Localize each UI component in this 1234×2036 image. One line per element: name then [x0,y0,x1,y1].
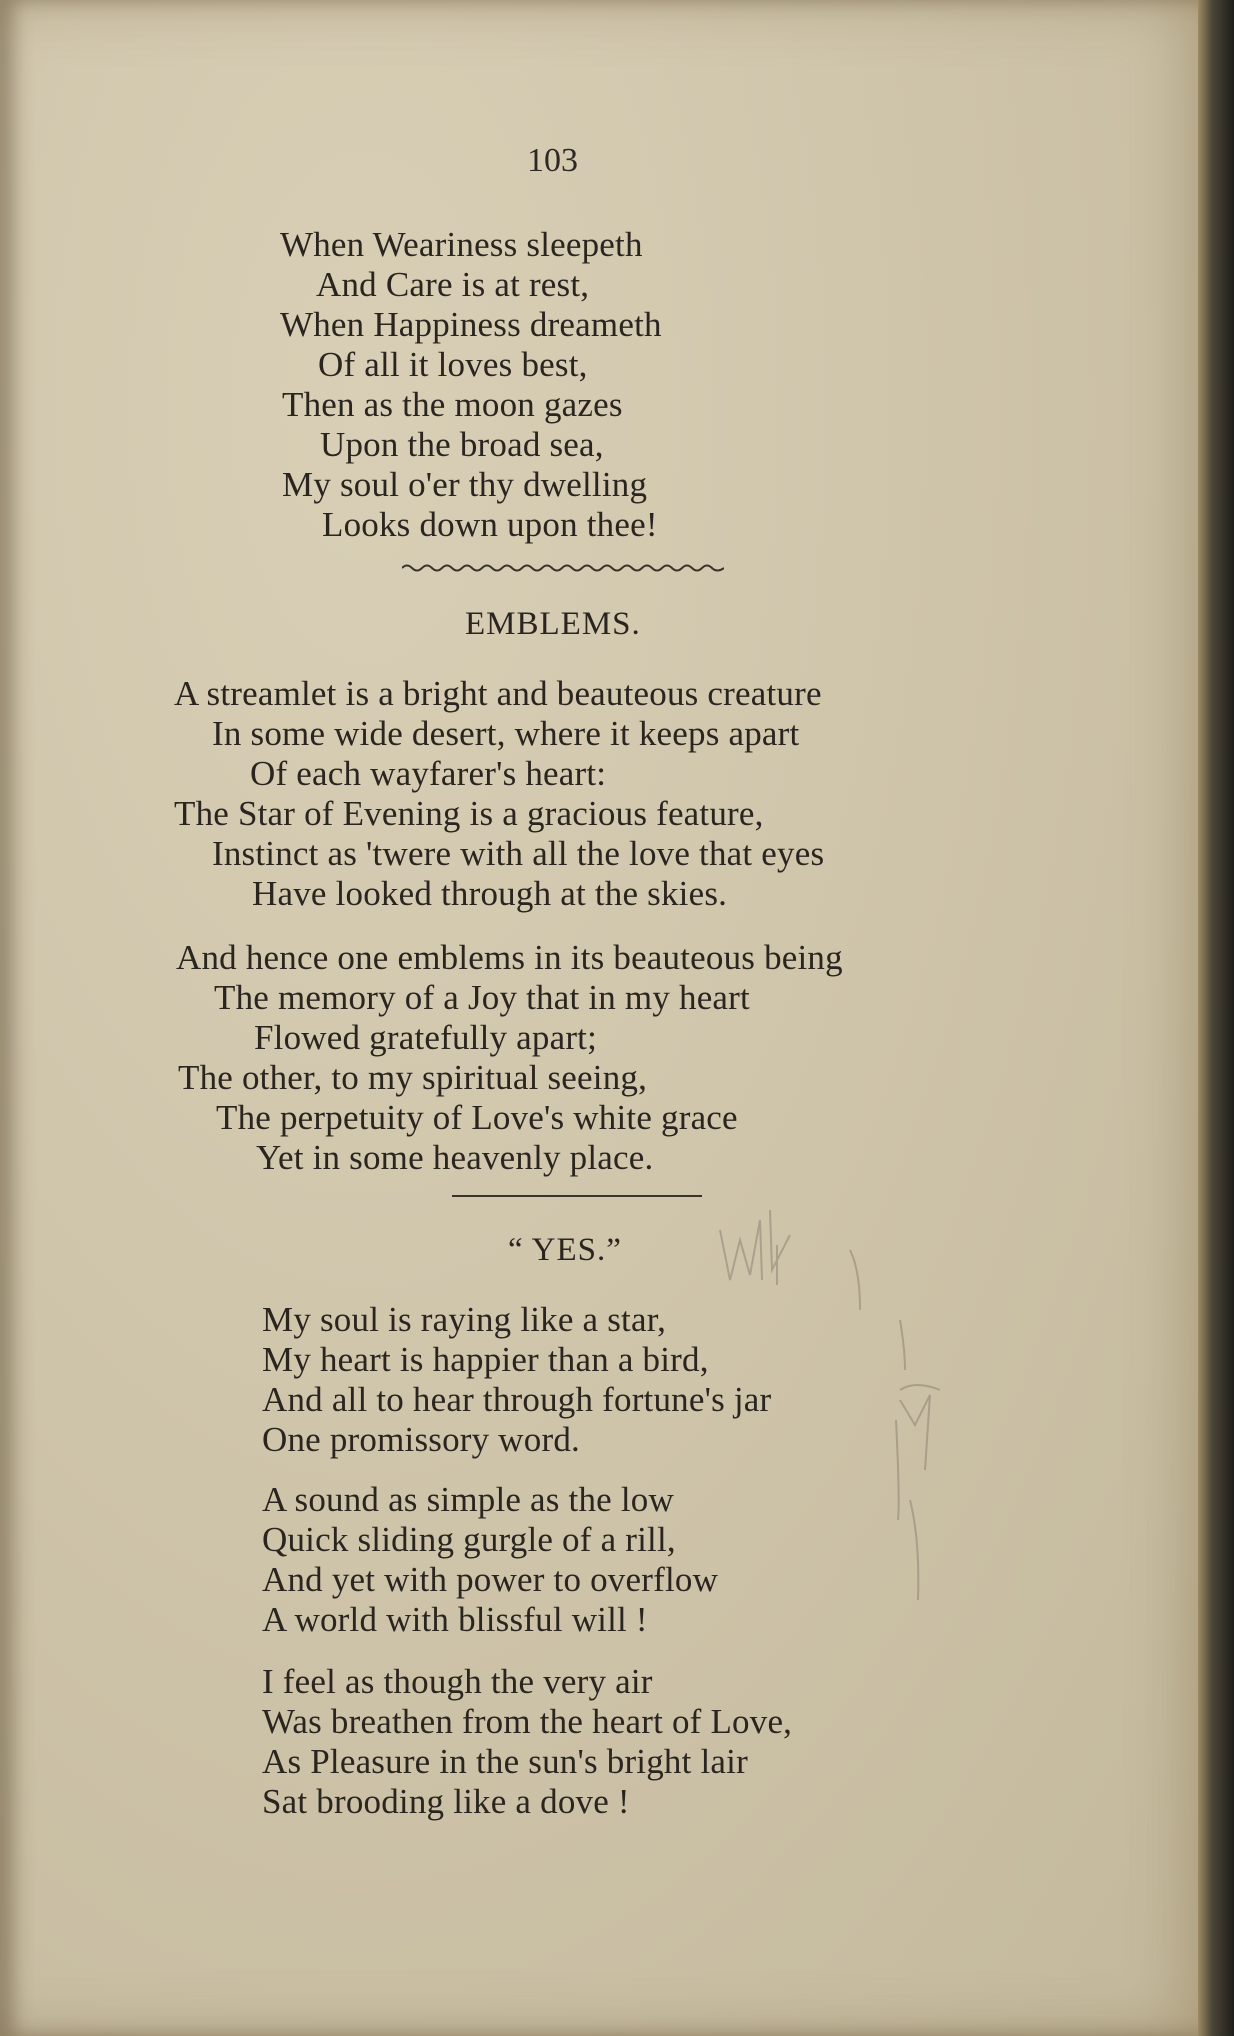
poem-line: Have looked through at the skies. [252,874,728,913]
page-number: 103 [527,142,578,179]
poem-line: The other, to my spiritual seeing, [178,1058,648,1097]
poem-line: And Care is at rest, [316,265,590,304]
poem-line: The memory of a Joy that in my heart [214,978,750,1017]
poem-line: Upon the broad sea, [320,425,604,464]
poem-line: The Star of Evening is a gracious feature, [174,794,764,833]
poem-line: I feel as though the very air [262,1662,653,1701]
poem-line: As Pleasure in the sun's bright lair [262,1742,748,1781]
poem-title: EMBLEMS. [465,606,641,642]
poem-line: When Weariness sleepeth [280,225,643,264]
poem-line: The perpetuity of Love's white grace [216,1098,738,1137]
poem-line: Flowed gratefully apart; [254,1018,598,1057]
poem-line: One promissory word. [262,1420,580,1459]
poem-line: Quick sliding gurgle of a rill, [262,1520,676,1559]
poem-line: Of each wayfarer's heart: [250,754,607,793]
poem-line: Was breathen from the heart of Love, [262,1702,793,1741]
poem-line: Looks down upon thee! [322,505,658,544]
poem-line: Yet in some heavenly place. [256,1138,654,1177]
book-spine-edge [1198,0,1234,2036]
poem-line: In some wide desert, where it keeps apart [212,714,800,753]
poem-line: My soul o'er thy dwelling [282,465,648,504]
wavy-divider [402,560,724,576]
poem-line: When Happiness dreameth [280,305,662,344]
poem-line: A sound as simple as the low [262,1480,674,1519]
poem-line: A streamlet is a bright and beauteous creature [174,674,822,713]
poem-line: Instinct as 'twere with all the love that eyes [212,834,825,873]
poem-line: My heart is happier than a bird, [262,1340,709,1379]
poem-line: And yet with power to overflow [262,1560,719,1599]
divider-rule [452,1195,702,1197]
poem-line: A world with blissful will ! [262,1600,648,1639]
poem-line: And hence one emblems in its beauteous being [176,938,843,977]
poem-title: “ YES.” [508,1232,622,1268]
poem-line: And all to hear through fortune's jar [262,1380,772,1419]
poem-line: Then as the moon gazes [282,385,623,424]
poem-line: My soul is raying like a star, [262,1300,667,1339]
poem-line: Sat brooding like a dove ! [262,1782,630,1821]
poem-line: Of all it loves best, [318,345,588,384]
